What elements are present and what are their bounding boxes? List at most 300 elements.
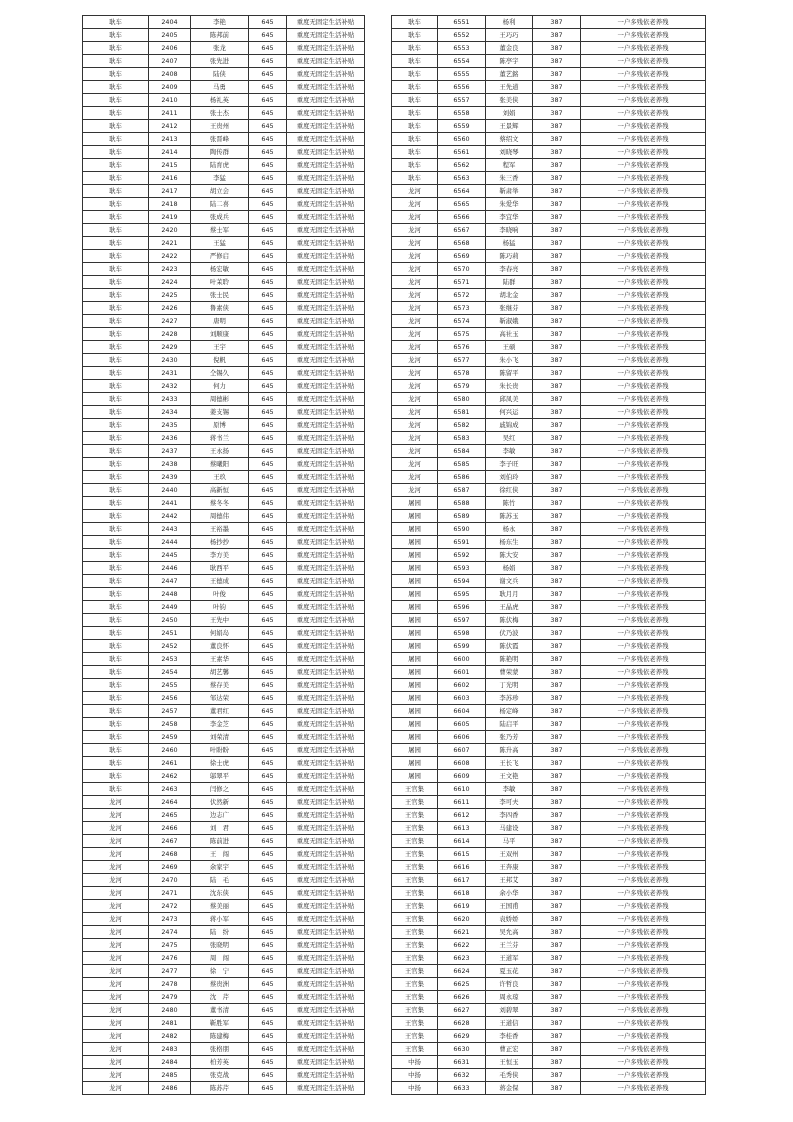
category-cell: 重度无固定生活补贴 [287, 1069, 365, 1082]
name-cell: 边志广 [191, 809, 249, 822]
name-cell: 董良怀 [191, 640, 249, 653]
name-cell: 刘荣清 [191, 731, 249, 744]
category-cell: 一户多残依老养残 [581, 211, 706, 224]
category-cell: 重度无固定生活补贴 [287, 744, 365, 757]
category-cell: 重度无固定生活补贴 [287, 471, 365, 484]
town-cell: 龙河 [392, 471, 438, 484]
category-cell: 一户多残依老养残 [581, 276, 706, 289]
table-row [392, 185, 706, 198]
id-cell: 6563 [438, 172, 486, 185]
town-cell: 耿车 [392, 107, 438, 120]
town-cell: 耿车 [83, 614, 149, 627]
category-cell: 重度无固定生活补贴 [287, 1017, 365, 1030]
id-cell: 6555 [438, 68, 486, 81]
name-cell: 周德伟 [191, 510, 249, 523]
amount-cell: 387 [533, 848, 581, 861]
table-row [83, 562, 365, 575]
town-cell: 屠园 [392, 692, 438, 705]
name-cell: 许哲良 [486, 978, 533, 991]
table-row [83, 29, 365, 42]
amount-cell: 387 [533, 536, 581, 549]
category-cell: 重度无固定生活补贴 [287, 783, 365, 796]
name-cell: 吴允高 [486, 926, 533, 939]
category-cell: 重度无固定生活补贴 [287, 42, 365, 55]
town-cell: 屠园 [392, 705, 438, 718]
id-cell: 6629 [438, 1030, 486, 1043]
table-row [83, 16, 365, 29]
table-row [83, 666, 365, 679]
name-cell: 蔡绍文 [486, 133, 533, 146]
category-cell: 一户多残依老养残 [581, 380, 706, 393]
category-cell: 重度无固定生活补贴 [287, 588, 365, 601]
table-row [83, 432, 365, 445]
id-cell: 6554 [438, 55, 486, 68]
table-row [83, 640, 365, 653]
name-cell: 陈巧莉 [486, 250, 533, 263]
town-cell: 耿车 [83, 328, 149, 341]
category-cell: 重度无固定生活补贴 [287, 159, 365, 172]
amount-cell: 387 [533, 653, 581, 666]
category-cell: 一户多残依老养残 [581, 16, 706, 29]
category-cell: 重度无固定生活补贴 [287, 549, 365, 562]
amount-cell: 645 [249, 575, 287, 588]
table-row [83, 588, 365, 601]
town-cell: 龙河 [83, 913, 149, 926]
name-cell: 高社玉 [486, 328, 533, 341]
table-row [83, 497, 365, 510]
table-row [83, 991, 365, 1004]
amount-cell: 387 [533, 913, 581, 926]
category-cell: 重度无固定生活补贴 [287, 822, 365, 835]
town-cell: 屠园 [392, 718, 438, 731]
category-cell: 一户多残依老养残 [581, 29, 706, 42]
id-cell: 2439 [149, 471, 191, 484]
town-cell: 耿车 [83, 783, 149, 796]
category-cell: 一户多残依老养残 [581, 237, 706, 250]
category-cell: 重度无固定生活补贴 [287, 458, 365, 471]
category-cell: 一户多残依老养残 [581, 1069, 706, 1082]
name-cell: 耿月月 [486, 588, 533, 601]
name-cell: 胡北金 [486, 289, 533, 302]
category-cell: 重度无固定生活补贴 [287, 653, 365, 666]
table-row [83, 705, 365, 718]
amount-cell: 387 [533, 328, 581, 341]
amount-cell: 387 [533, 731, 581, 744]
category-cell: 重度无固定生活补贴 [287, 510, 365, 523]
id-cell: 2431 [149, 367, 191, 380]
name-cell: 王道军 [486, 952, 533, 965]
id-cell: 6572 [438, 289, 486, 302]
category-cell: 重度无固定生活补贴 [287, 250, 365, 263]
id-cell: 6619 [438, 900, 486, 913]
name-cell: 胡艺馨 [191, 666, 249, 679]
category-cell: 重度无固定生活补贴 [287, 16, 365, 29]
id-cell: 2419 [149, 211, 191, 224]
town-cell: 耿车 [83, 757, 149, 770]
name-cell: 沈 芹 [191, 991, 249, 1004]
category-cell: 重度无固定生活补贴 [287, 406, 365, 419]
town-cell: 耿车 [83, 393, 149, 406]
amount-cell: 645 [249, 276, 287, 289]
table-row [392, 68, 706, 81]
id-cell: 6576 [438, 341, 486, 354]
amount-cell: 387 [533, 835, 581, 848]
id-cell: 2450 [149, 614, 191, 627]
name-cell: 何娟岛 [191, 627, 249, 640]
id-cell: 2437 [149, 445, 191, 458]
name-cell: 叶盼盼 [191, 744, 249, 757]
id-cell: 6573 [438, 302, 486, 315]
category-cell: 一户多残依老养残 [581, 991, 706, 1004]
amount-cell: 645 [249, 679, 287, 692]
town-cell: 中扬 [392, 1056, 438, 1069]
amount-cell: 387 [533, 16, 581, 29]
id-cell: 2459 [149, 731, 191, 744]
name-cell: 李宜华 [486, 211, 533, 224]
table-row [392, 861, 706, 874]
town-cell: 龙河 [392, 484, 438, 497]
amount-cell: 387 [533, 211, 581, 224]
table-row [392, 796, 706, 809]
category-cell: 重度无固定生活补贴 [287, 809, 365, 822]
amount-cell: 645 [249, 354, 287, 367]
id-cell: 6617 [438, 874, 486, 887]
id-cell: 6603 [438, 692, 486, 705]
name-cell: 王邦艾 [486, 874, 533, 887]
name-cell: 靳淑娥 [486, 315, 533, 328]
id-cell: 6633 [438, 1082, 486, 1095]
table-row [392, 965, 706, 978]
name-cell: 沈东侠 [191, 887, 249, 900]
town-cell: 龙河 [83, 796, 149, 809]
id-cell: 2469 [149, 861, 191, 874]
name-cell: 余小华 [486, 887, 533, 900]
town-cell: 屠园 [392, 497, 438, 510]
town-cell: 耿车 [83, 289, 149, 302]
table-row [83, 822, 365, 835]
amount-cell: 645 [249, 640, 287, 653]
table-row [83, 81, 365, 94]
town-cell: 龙河 [83, 848, 149, 861]
amount-cell: 645 [249, 965, 287, 978]
amount-cell: 387 [533, 224, 581, 237]
name-cell: 胡立会 [191, 185, 249, 198]
name-cell: 戚锦成 [486, 419, 533, 432]
table-row [392, 133, 706, 146]
name-cell: 陆 纷 [191, 926, 249, 939]
category-cell: 重度无固定生活补贴 [287, 1030, 365, 1043]
name-cell: 陶传群 [191, 146, 249, 159]
table-row [392, 900, 706, 913]
town-cell: 龙河 [392, 354, 438, 367]
amount-cell: 387 [533, 978, 581, 991]
id-cell: 6561 [438, 146, 486, 159]
amount-cell: 645 [249, 926, 287, 939]
id-cell: 6586 [438, 471, 486, 484]
name-cell: 李金芝 [191, 718, 249, 731]
id-cell: 2421 [149, 237, 191, 250]
category-cell: 重度无固定生活补贴 [287, 211, 365, 224]
town-cell: 王官集 [392, 1030, 438, 1043]
id-cell: 2456 [149, 692, 191, 705]
category-cell: 重度无固定生活补贴 [287, 133, 365, 146]
id-cell: 2461 [149, 757, 191, 770]
id-cell: 6579 [438, 380, 486, 393]
town-cell: 耿车 [83, 692, 149, 705]
amount-cell: 387 [533, 159, 581, 172]
name-cell: 徐 宁 [191, 965, 249, 978]
amount-cell: 645 [249, 198, 287, 211]
table-row [83, 692, 365, 705]
id-cell: 2466 [149, 822, 191, 835]
amount-cell: 387 [533, 185, 581, 198]
id-cell: 2420 [149, 224, 191, 237]
table-row [392, 341, 706, 354]
amount-cell: 645 [249, 120, 287, 133]
amount-cell: 645 [249, 211, 287, 224]
amount-cell: 645 [249, 510, 287, 523]
town-cell: 王官集 [392, 796, 438, 809]
town-cell: 龙河 [83, 952, 149, 965]
category-cell: 重度无固定生活补贴 [287, 432, 365, 445]
name-cell: 李敏 [486, 445, 533, 458]
town-cell: 屠园 [392, 653, 438, 666]
category-cell: 一户多残依老养残 [581, 172, 706, 185]
table-row [83, 679, 365, 692]
category-cell: 一户多残依老养残 [581, 328, 706, 341]
name-cell: 邱凤美 [486, 393, 533, 406]
amount-cell: 645 [249, 16, 287, 29]
amount-cell: 387 [533, 1082, 581, 1095]
table-row [392, 432, 706, 445]
town-cell: 屠园 [392, 627, 438, 640]
subsidy-table-right [391, 15, 706, 1095]
category-cell: 一户多残依老养残 [581, 120, 706, 133]
table-row [392, 250, 706, 263]
table-row [83, 731, 365, 744]
category-cell: 重度无固定生活补贴 [287, 692, 365, 705]
town-cell: 龙河 [83, 1004, 149, 1017]
amount-cell: 387 [533, 887, 581, 900]
table-row [392, 913, 706, 926]
amount-cell: 387 [533, 601, 581, 614]
id-cell: 6616 [438, 861, 486, 874]
category-cell: 一户多残依老养残 [581, 744, 706, 757]
id-cell: 2478 [149, 978, 191, 991]
town-cell: 耿车 [83, 445, 149, 458]
table-row [392, 653, 706, 666]
category-cell: 一户多残依老养残 [581, 627, 706, 640]
amount-cell: 387 [533, 666, 581, 679]
category-cell: 重度无固定生活补贴 [287, 575, 365, 588]
town-cell: 龙河 [83, 1043, 149, 1056]
town-cell: 屠园 [392, 601, 438, 614]
town-cell: 耿车 [83, 380, 149, 393]
town-cell: 耿车 [83, 718, 149, 731]
id-cell: 2483 [149, 1043, 191, 1056]
town-cell: 屠园 [392, 757, 438, 770]
amount-cell: 645 [249, 757, 287, 770]
name-cell: 何兴运 [486, 406, 533, 419]
town-cell: 龙河 [83, 822, 149, 835]
id-cell: 6609 [438, 770, 486, 783]
amount-cell: 645 [249, 770, 287, 783]
town-cell: 王官集 [392, 1017, 438, 1030]
amount-cell: 387 [533, 926, 581, 939]
id-cell: 2455 [149, 679, 191, 692]
amount-cell: 645 [249, 406, 287, 419]
table-row [83, 289, 365, 302]
name-cell: 蔡冬冬 [191, 497, 249, 510]
category-cell: 一户多残依老养残 [581, 302, 706, 315]
amount-cell: 645 [249, 978, 287, 991]
amount-cell: 387 [533, 445, 581, 458]
name-cell: 耿西平 [191, 562, 249, 575]
town-cell: 龙河 [83, 900, 149, 913]
amount-cell: 645 [249, 471, 287, 484]
town-cell: 龙河 [83, 861, 149, 874]
table-row [83, 68, 365, 81]
category-cell: 重度无固定生活补贴 [287, 705, 365, 718]
town-cell: 王官集 [392, 978, 438, 991]
id-cell: 2423 [149, 263, 191, 276]
table-row [83, 887, 365, 900]
table-row [83, 198, 365, 211]
category-cell: 一户多残依老养残 [581, 81, 706, 94]
category-cell: 一户多残依老养残 [581, 861, 706, 874]
id-cell: 6552 [438, 29, 486, 42]
name-cell: 李苏珍 [486, 692, 533, 705]
town-cell: 耿车 [83, 29, 149, 42]
amount-cell: 645 [249, 887, 287, 900]
town-cell: 龙河 [392, 406, 438, 419]
category-cell: 重度无固定生活补贴 [287, 926, 365, 939]
id-cell: 6628 [438, 1017, 486, 1030]
town-cell: 耿车 [83, 224, 149, 237]
name-cell: 陈苏玉 [486, 510, 533, 523]
category-cell: 一户多残依老养残 [581, 640, 706, 653]
table-row [392, 471, 706, 484]
category-cell: 一户多残依老养残 [581, 55, 706, 68]
category-cell: 一户多残依老养残 [581, 523, 706, 536]
name-cell: 杨宏敏 [191, 263, 249, 276]
category-cell: 一户多残依老养残 [581, 1017, 706, 1030]
name-cell: 马勇 [191, 81, 249, 94]
amount-cell: 387 [533, 627, 581, 640]
amount-cell: 387 [533, 133, 581, 146]
name-cell: 王巧巧 [486, 29, 533, 42]
table-row [392, 393, 706, 406]
name-cell: 朱小飞 [486, 354, 533, 367]
town-cell: 屠园 [392, 549, 438, 562]
table-row [83, 211, 365, 224]
category-cell: 一户多残依老养残 [581, 419, 706, 432]
id-cell: 2433 [149, 393, 191, 406]
amount-cell: 387 [533, 29, 581, 42]
category-cell: 一户多残依老养残 [581, 198, 706, 211]
town-cell: 耿车 [83, 770, 149, 783]
town-cell: 耿车 [83, 653, 149, 666]
id-cell: 6574 [438, 315, 486, 328]
category-cell: 重度无固定生活补贴 [287, 185, 365, 198]
town-cell: 耿车 [83, 536, 149, 549]
amount-cell: 387 [533, 393, 581, 406]
category-cell: 一户多残依老养残 [581, 445, 706, 458]
category-cell: 重度无固定生活补贴 [287, 757, 365, 770]
category-cell: 重度无固定生活补贴 [287, 419, 365, 432]
table-row [392, 978, 706, 991]
id-cell: 2404 [149, 16, 191, 29]
id-cell: 2474 [149, 926, 191, 939]
id-cell: 2407 [149, 55, 191, 68]
id-cell: 2481 [149, 1017, 191, 1030]
amount-cell: 645 [249, 874, 287, 887]
town-cell: 王官集 [392, 848, 438, 861]
category-cell: 一户多残依老养残 [581, 250, 706, 263]
table-row [392, 770, 706, 783]
amount-cell: 645 [249, 718, 287, 731]
table-row [392, 81, 706, 94]
amount-cell: 645 [249, 172, 287, 185]
table-row [392, 731, 706, 744]
name-cell: 毛秀侠 [486, 1069, 533, 1082]
category-cell: 重度无固定生活补贴 [287, 666, 365, 679]
amount-cell: 387 [533, 146, 581, 159]
id-cell: 2460 [149, 744, 191, 757]
amount-cell: 387 [533, 302, 581, 315]
amount-cell: 645 [249, 289, 287, 302]
town-cell: 耿车 [83, 94, 149, 107]
town-cell: 王官集 [392, 1004, 438, 1017]
table-row [392, 120, 706, 133]
name-cell: 伏乃波 [486, 627, 533, 640]
table-row [392, 640, 706, 653]
left-table-body [83, 16, 365, 1095]
name-cell: 杨娟 [486, 562, 533, 575]
name-cell: 姜支锡 [191, 406, 249, 419]
name-cell: 陆育虎 [191, 159, 249, 172]
table-row [83, 341, 365, 354]
name-cell: 刘伯玲 [486, 471, 533, 484]
id-cell: 2477 [149, 965, 191, 978]
name-cell: 王德成 [191, 575, 249, 588]
table-row [83, 744, 365, 757]
name-cell: 朱长贵 [486, 380, 533, 393]
id-cell: 6604 [438, 705, 486, 718]
town-cell: 龙河 [83, 939, 149, 952]
id-cell: 6557 [438, 94, 486, 107]
amount-cell: 645 [249, 796, 287, 809]
table-row [83, 354, 365, 367]
amount-cell: 645 [249, 692, 287, 705]
town-cell: 王官集 [392, 939, 438, 952]
table-row [392, 939, 706, 952]
town-cell: 耿车 [392, 120, 438, 133]
category-cell: 重度无固定生活补贴 [287, 523, 365, 536]
id-cell: 6632 [438, 1069, 486, 1082]
town-cell: 王官集 [392, 991, 438, 1004]
category-cell: 一户多残依老养残 [581, 159, 706, 172]
amount-cell: 387 [533, 198, 581, 211]
town-cell: 耿车 [392, 55, 438, 68]
table-row [83, 601, 365, 614]
id-cell: 2446 [149, 562, 191, 575]
amount-cell: 387 [533, 237, 581, 250]
amount-cell: 645 [249, 809, 287, 822]
amount-cell: 387 [533, 757, 581, 770]
name-cell: 李可夫 [486, 796, 533, 809]
id-cell: 6626 [438, 991, 486, 1004]
